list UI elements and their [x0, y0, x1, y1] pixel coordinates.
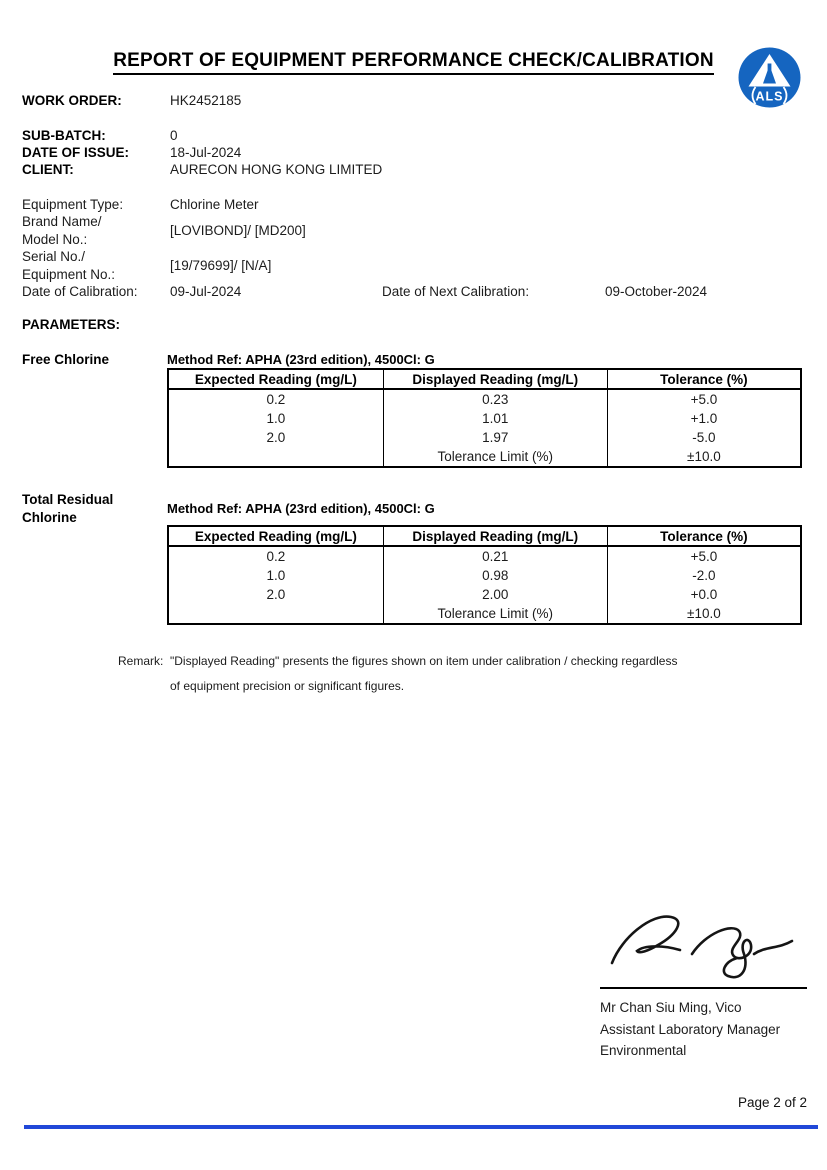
table-row [168, 566, 801, 586]
calibration-table [167, 368, 802, 468]
signature-image [606, 901, 806, 985]
equipment-block [0, 196, 827, 300]
date-of-issue-row [0, 144, 827, 161]
signatory-name: Mr Chan Siu Ming, Vico [600, 1000, 742, 1015]
table-cell: 2.00 [383, 585, 607, 605]
brand-model-value: [LOVIBOND]/ [MD200] [170, 223, 306, 238]
sub-batch-label: SUB-BATCH: [22, 128, 106, 143]
column-header-tolerance: Tolerance (%) [607, 526, 801, 546]
remark-text [170, 649, 677, 699]
brand-label-line1: Brand Name/ [22, 214, 102, 229]
calibration-dates-row [0, 283, 827, 300]
table-cell: 0.23 [383, 389, 607, 409]
table-cell: Tolerance Limit (%) [383, 605, 607, 625]
remark [0, 649, 827, 699]
date-of-next-calibration-value: 09-October-2024 [605, 284, 708, 299]
table-header-row [168, 369, 801, 389]
table-cell: Tolerance Limit (%) [383, 448, 607, 468]
table-header-row [168, 526, 801, 546]
serial-label-line2: Equipment No.: [22, 266, 116, 282]
brand-model-row [0, 213, 827, 248]
table-row [168, 585, 801, 605]
table-cell: 0.98 [383, 566, 607, 586]
brand-label-line2: Model No.: [22, 231, 88, 247]
table-cell: 0.2 [266, 391, 286, 407]
table-cell: +5.0 [607, 389, 801, 409]
serial-equipment-value: [19/79699]/ [N/A] [170, 258, 272, 273]
table-cell: ±10.0 [607, 605, 801, 625]
column-header-displayed: Displayed Reading (mg/L) [383, 369, 607, 389]
table-cell: 1.97 [383, 428, 607, 448]
table-cell: 1.01 [383, 409, 607, 429]
equipment-type-label: Equipment Type: [22, 197, 124, 212]
table-row [168, 428, 801, 448]
signature-block [600, 901, 807, 1062]
table-cell: -2.0 [607, 566, 801, 586]
table-cell: 2.0 [266, 587, 286, 603]
table-cell: +0.0 [607, 585, 801, 605]
table-cell: 1.0 [266, 410, 286, 426]
remark-line2: of equipment precision or significant figures. [170, 679, 405, 693]
parameters-heading: PARAMETERS: [22, 317, 121, 332]
sub-batch-row [0, 127, 827, 144]
client-value: AURECON HONG KONG LIMITED [170, 162, 383, 177]
table-row [168, 409, 801, 429]
column-header-displayed: Displayed Reading (mg/L) [383, 526, 607, 546]
table-cell: 2.0 [266, 430, 286, 446]
section-free-chlorine [0, 351, 827, 468]
table-cell: 0.21 [383, 546, 607, 566]
section-name: Free Chlorine [22, 352, 110, 367]
als-logo-text: ALS [755, 89, 784, 104]
table-cell: 1.0 [266, 567, 286, 583]
signatory-text [600, 997, 807, 1062]
section-total-residual-chlorine [0, 491, 827, 625]
table-cell: 0.2 [266, 548, 286, 564]
client-label: CLIENT: [22, 162, 74, 177]
page-number: Page 2 of 2 [737, 1095, 807, 1110]
brand-model-label [22, 213, 170, 248]
table-cell: +5.0 [607, 546, 801, 566]
work-order-value: HK2452185 [170, 93, 242, 108]
section-name: Total Residual Chlorine [22, 492, 114, 525]
table-cell: -5.0 [607, 428, 801, 448]
signature-line [600, 987, 807, 989]
method-ref: Method Ref: APHA (23rd edition), 4500Cl: G [167, 352, 435, 367]
remark-line1: "Displayed Reading" presents the figures shown on item under calibration / checking regardless [170, 654, 678, 668]
footer-line [24, 1125, 818, 1129]
client-row [0, 161, 827, 178]
signatory-title: Assistant Laboratory Manager [600, 1021, 781, 1037]
equipment-type-value: Chlorine Meter [170, 197, 259, 212]
equipment-type-row [0, 196, 827, 213]
table-footer-row [168, 605, 801, 625]
date-of-calibration-label: Date of Calibration: [22, 284, 138, 299]
table-row [168, 389, 801, 409]
remark-label: Remark: [118, 654, 164, 668]
calibration-table [167, 525, 802, 625]
method-ref: Method Ref: APHA (23rd edition), 4500Cl: G [167, 501, 435, 516]
serial-equipment-row [0, 248, 827, 283]
date-of-next-calibration-label: Date of Next Calibration: [382, 284, 530, 299]
column-header-expected: Expected Reading (mg/L) [168, 369, 383, 389]
column-header-tolerance: Tolerance (%) [607, 369, 801, 389]
column-header-expected: Expected Reading (mg/L) [168, 526, 383, 546]
sub-batch-value: 0 [170, 128, 178, 143]
work-order-row [0, 89, 827, 109]
date-of-issue-label: DATE OF ISSUE: [22, 145, 130, 160]
section-content [167, 500, 802, 625]
serial-label-line1: Serial No./ [22, 249, 86, 264]
date-of-calibration-value: 09-Jul-2024 [170, 284, 242, 299]
als-logo [738, 47, 801, 108]
page-title: REPORT OF EQUIPMENT PERFORMANCE CHECK/CALIBRATION [113, 50, 714, 75]
table-cell: +1.0 [607, 409, 801, 429]
serial-equipment-label [22, 248, 170, 283]
table-cell [168, 448, 383, 468]
table-cell [168, 605, 383, 625]
table-cell: ±10.0 [607, 448, 801, 468]
section-content [167, 351, 802, 468]
work-order-label: WORK ORDER: [22, 93, 122, 108]
date-of-issue-value: 18-Jul-2024 [170, 145, 242, 160]
signatory-department: Environmental [600, 1043, 687, 1058]
table-footer-row [168, 448, 801, 468]
table-row [168, 546, 801, 566]
